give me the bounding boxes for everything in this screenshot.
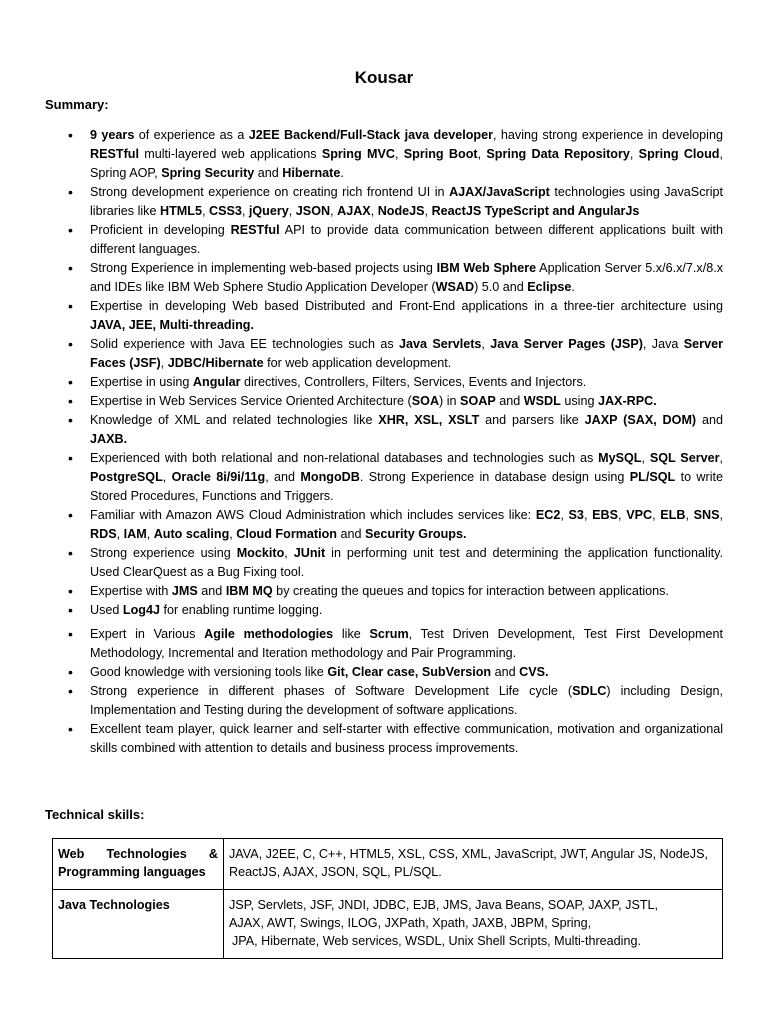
bullet-icon: • xyxy=(68,412,73,428)
summary-item-text: Expertise in using Angular directives, Controllers, Filters, Services, Events and Injectors. xyxy=(90,375,587,389)
summary-item-text: Familiar with Amazon AWS Cloud Administration which includes services like: EC2, S3, EBS, VPC, ELB, SNS, RDS, IAM, Auto scaling, Cloud Formation and Security Groups. xyxy=(90,508,724,541)
summary-item xyxy=(68,221,723,259)
skills-row xyxy=(53,890,723,959)
bullet-icon: • xyxy=(68,336,73,352)
bullet-icon: • xyxy=(68,683,73,699)
summary-item-text: Strong experience in different phases of Software Development Life cycle (SDLC) including Design, Implementation and Testing during the development of software applications. xyxy=(90,684,723,717)
summary-item xyxy=(68,582,723,601)
bullet-icon: • xyxy=(68,222,73,238)
bullet-icon: • xyxy=(68,393,73,409)
summary-item xyxy=(68,183,723,221)
bullet-icon: • xyxy=(68,664,73,680)
bullet-icon: • xyxy=(68,721,73,737)
skills-row xyxy=(53,839,723,890)
bullet-icon: • xyxy=(68,127,73,143)
bullet-icon: • xyxy=(68,450,73,466)
bullet-icon: • xyxy=(68,374,73,390)
bullet-icon: • xyxy=(68,507,73,523)
technical-skills-table xyxy=(52,838,723,959)
summary-item xyxy=(68,126,723,183)
candidate-name: Kousar xyxy=(354,68,414,87)
bullet-icon: • xyxy=(68,583,73,599)
summary-item xyxy=(68,682,723,720)
summary-item xyxy=(68,373,723,392)
summary-item xyxy=(68,335,723,373)
summary-item xyxy=(68,506,723,544)
summary-item-text: 9 years of experience as a J2EE Backend/Full-Stack java developer, having strong experience in developing RESTful multi-layered web applications Spring MVC, Spring Boot, Spring Data Repository, Spring Cloud, Spring AOP, Spring Security and Hibernate. xyxy=(90,128,724,180)
summary-item xyxy=(68,625,723,663)
summary-heading: Summary: xyxy=(45,97,109,112)
summary-item-text: Experienced with both relational and non-relational databases and technologies such as MySQL, SQL Server, PostgreSQL, Oracle 8i/9i/11g, and MongoDB. Strong Experience in database design using PL/SQL to write Stored Procedures, Functions and Triggers. xyxy=(90,451,724,503)
summary-item-text: Used Log4J for enabling runtime logging. xyxy=(90,603,323,617)
skill-values-line: ReactJS, AJAX, JSON, SQL, PL/SQL. xyxy=(229,865,442,879)
summary-item xyxy=(68,663,723,682)
summary-item-text: Strong Experience in implementing web-based projects using IBM Web Sphere Application Server 5.x/6.x/7.x/8.x and IDEs like IBM Web Sphere Studio Application Developer (WSAD) 5.0 and Eclipse. xyxy=(90,261,723,294)
summary-item xyxy=(68,297,723,335)
summary-item-text: Strong experience using Mockito, JUnit in performing unit test and determining the application functionality. Used ClearQuest as a Bug Fixing tool. xyxy=(90,546,723,579)
skill-values-line: AJAX, AWT, Swings, ILOG, JXPath, Xpath, JAXB, JBPM, Spring, xyxy=(229,916,592,930)
bullet-icon: • xyxy=(68,260,73,276)
summary-item-text: Expertise with JMS and IBM MQ by creating the queues and topics for interaction between applications. xyxy=(90,584,669,598)
summary-item-text: Good knowledge with versioning tools like Git, Clear case, SubVersion and CVS. xyxy=(90,665,549,679)
summary-item-text: Strong development experience on creating rich frontend UI in AJAX/JavaScript technologies using JavaScript libraries like HTML5, CSS3, jQuery, JSON, AJAX, NodeJS, ReactJS TypeScript and AngularJs xyxy=(90,185,723,218)
summary-item xyxy=(68,259,723,297)
skill-values xyxy=(224,890,723,959)
summary-item xyxy=(68,449,723,506)
bullet-icon: • xyxy=(68,298,73,314)
summary-item xyxy=(68,601,723,620)
technical-skills-heading: Technical skills: xyxy=(45,807,145,822)
bullet-icon: • xyxy=(68,184,73,200)
bullet-icon: • xyxy=(68,545,73,561)
summary-item-text: Proficient in developing RESTful API to provide data communication between different applications built with different languages. xyxy=(90,223,723,256)
bullet-icon: • xyxy=(68,626,73,642)
skill-values-line: JAVA, J2EE, C, C++, HTML5, XSL, CSS, XML, JavaScript, JWT, Angular JS, NodeJS, xyxy=(229,847,708,861)
skill-values-line: JSP, Servlets, JSF, JNDI, JDBC, EJB, JMS, Java Beans, SOAP, JAXP, JSTL, xyxy=(229,898,659,912)
summary-item-text: Knowledge of XML and related technologies like XHR, XSL, XSLT and parsers like JAXP (SAX, DOM) and JAXB. xyxy=(90,413,723,446)
bullet-icon: • xyxy=(68,602,73,618)
summary-item xyxy=(68,544,723,582)
summary-item xyxy=(68,392,723,411)
summary-item-text: Solid experience with Java EE technologies such as Java Servlets, Java Server Pages (JSP), Java Server Faces (JSF), JDBC/Hibernate for web application development. xyxy=(90,337,723,370)
summary-item-text: Excellent team player, quick learner and self-starter with effective communication, motivation and organizational skills combined with attention to details and business process improvements. xyxy=(90,722,723,755)
summary-item-text: Expertise in developing Web based Distributed and Front-End applications in a three-tier architecture using JAVA, JEE, Multi-threading. xyxy=(90,299,723,332)
summary-item-text: Expert in Various Agile methodologies like Scrum, Test Driven Development, Test First Development Methodology, Incremental and Iteration methodology and Pair Programming. xyxy=(90,627,723,660)
summary-item xyxy=(68,411,723,449)
summary-item xyxy=(68,720,723,758)
skill-values-line: JPA, Hibernate, Web services, WSDL, Unix Shell Scripts, Multi-threading. xyxy=(232,934,641,948)
skill-category: Web Technologies & Programming languages xyxy=(53,839,224,890)
skill-category: Java Technologies xyxy=(53,890,224,959)
summary-list xyxy=(68,126,723,758)
summary-item-text: Expertise in Web Services Service Oriented Architecture (SOA) in SOAP and WSDL using JAX-RPC. xyxy=(90,394,657,408)
skill-values xyxy=(224,839,723,890)
